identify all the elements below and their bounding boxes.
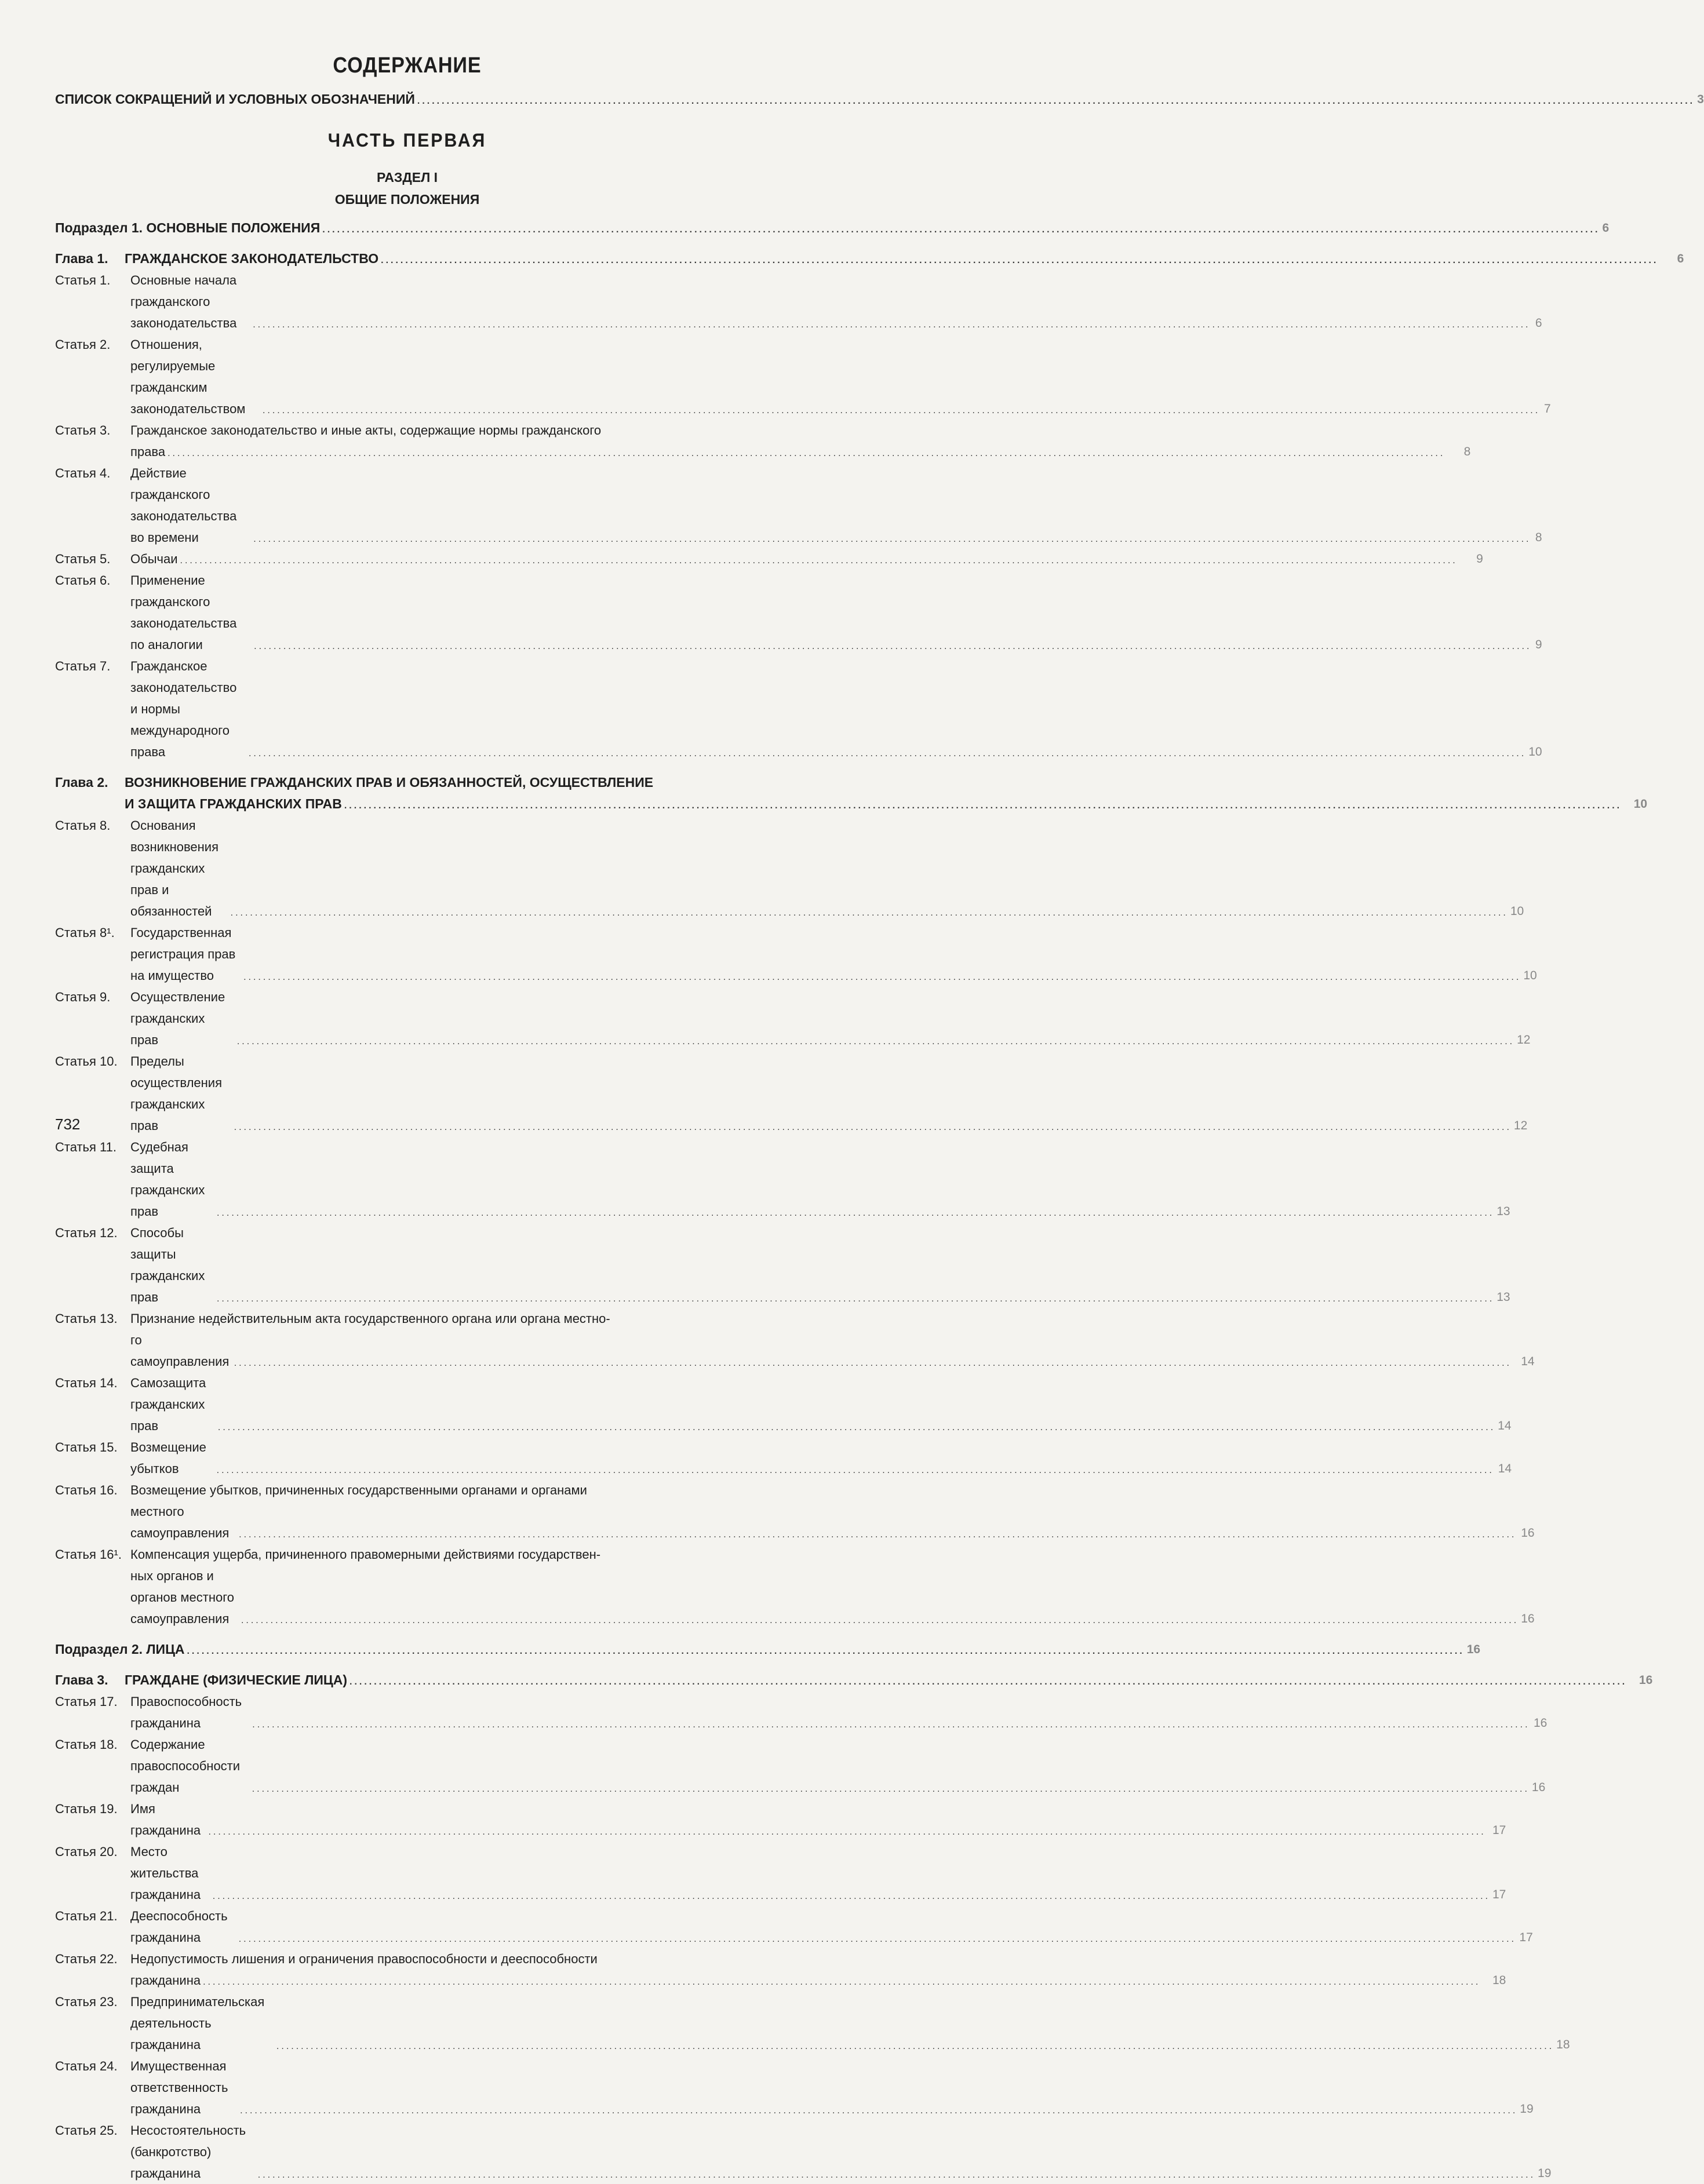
page-number: 14 (1521, 1355, 1535, 1368)
leader-dots (258, 2167, 1535, 2184)
leader-dots (180, 552, 1458, 570)
page-number: 9 (1535, 638, 1542, 651)
toc-entry-article: Статья 22. Недопустимость лишения и ограничения правоспособности и дееспособности гражданина ..... 18 (55, 1948, 701, 1991)
toc-entry-subsection-2: Подраздел 2. ЛИЦА ..... 16 (55, 1639, 701, 1660)
leader-dots (217, 1462, 1494, 1479)
page-number: 19 (1538, 2167, 1552, 2180)
toc-entry-article: Статья 15. Возмещение убытков ..... 14 (55, 1436, 701, 1479)
footer-page-number: 732 (55, 1115, 81, 1133)
page-number: 8 (1535, 531, 1542, 544)
leader-dots (231, 905, 1508, 922)
leader-dots (217, 1205, 1494, 1222)
page-number: 3 (1697, 93, 1704, 106)
leader-dots (168, 445, 1445, 462)
leader-dots (252, 1781, 1530, 1798)
toc-entry-chapter-1: Глава 1. ГРАЖДАНСКОЕ ЗАКОНОДАТЕЛЬСТВО ..... 6 (55, 248, 701, 269)
leader-dots (234, 1355, 1512, 1372)
toc-entry-article: Статья 11. Судебная защита гражданских прав ..... 13 (55, 1136, 701, 1222)
page-number: 10 (1633, 797, 1648, 811)
leader-dots (349, 1673, 1627, 1691)
toc (55, 53, 1704, 2184)
toc-entry-article: Статья 16¹. Компенсация ущерба, причиненного правомерными действиями государствен- ных органов и органов местного самоуправления ..... 16 (55, 1544, 701, 1629)
toc-entry-article: Статья 25. Несостоятельность (банкротство) гражданина ..... 19 (55, 2120, 701, 2184)
leader-dots (417, 93, 1695, 110)
leader-dots (218, 1419, 1495, 1436)
page-number: 10 (1510, 905, 1524, 918)
page-number: 7 (1543, 402, 1551, 415)
page-number: 17 (1519, 1931, 1533, 1944)
leader-dots (217, 1290, 1494, 1308)
toc-entry-article: Статья 9. Осуществление гражданских прав ..... 12 (55, 986, 701, 1051)
section-name: ОБЩИЕ ПОЛОЖЕНИЯ (334, 192, 480, 207)
leader-dots (241, 1612, 1519, 1629)
toc-entry-article: Статья 1. Основные начала гражданского законодательства ..... 6 (55, 269, 701, 334)
toc-entry-article: Статья 20. Место жительства гражданина ..... 17 (55, 1841, 701, 1905)
page-number: 16 (1531, 1781, 1546, 1794)
leader-dots (381, 252, 1658, 269)
leader-dots (249, 745, 1526, 763)
toc-entry-article: Статья 17. Правоспособность гражданина ..... 16 (55, 1691, 701, 1734)
part-title: ЧАСТЬ ПЕРВАЯ (327, 130, 487, 151)
toc-entry-article: Статья 19. Имя гражданина ..... 17 (55, 1798, 701, 1841)
page-number: 6 (1535, 316, 1542, 330)
toc-entry-article: Статья 7. Гражданское законодательство и нормы международного права ..... 10 (55, 655, 701, 763)
leader-dots (187, 1643, 1464, 1660)
page-number: 6 (1677, 252, 1684, 265)
page-title: СОДЕРЖАНИЕ (333, 53, 482, 78)
toc-entry-article: Статья 6. Применение гражданского законодательства по аналогии ..... 9 (55, 570, 701, 655)
toc-entry-article: Статья 23. Предпринимательская деятельность гражданина ..... 18 (55, 1991, 701, 2055)
toc-entry-article: Статья 24. Имущественная ответственность гражданина ..... 19 (55, 2055, 701, 2120)
page-number: 18 (1492, 1974, 1506, 1987)
toc-entry-article: Статья 21. Дееспособность гражданина ..... 17 (55, 1905, 701, 1948)
toc-entry-article: Статья 5. Обычаи ..... 9 (55, 548, 701, 570)
page-number: 8 (1463, 445, 1471, 458)
page-number: 18 (1556, 2038, 1570, 2051)
page-number: 13 (1497, 1290, 1510, 1304)
leader-dots (276, 2038, 1554, 2055)
leader-dots (213, 1888, 1490, 1905)
page-number: 12 (1513, 1119, 1528, 1132)
toc-entry-article: Статья 13. Признание недействительным акта государственного органа или органа местно- го самоуправления ..... 14 (55, 1308, 701, 1372)
page-number: 14 (1498, 1419, 1512, 1432)
page-number: 16 (1639, 1673, 1653, 1687)
page-number: 9 (1476, 552, 1483, 566)
toc-entry-article: Статья 10. Пределы осуществления гражданских прав ..... 12 (55, 1051, 701, 1136)
leader-dots (243, 969, 1521, 986)
leader-dots (253, 316, 1530, 334)
leader-dots (254, 638, 1531, 655)
toc-entry-article: Статья 8¹. Государственная регистрация прав на имущество ..... 10 (55, 922, 701, 986)
page-number: 14 (1498, 1462, 1512, 1475)
toc-entry-abbreviations: СПИСОК СОКРАЩЕНИЙ И УСЛОВНЫХ ОБОЗНАЧЕНИЙ ..... 3 (55, 89, 701, 110)
page-number: 16 (1466, 1643, 1481, 1656)
toc-entry-article: Статья 16. Возмещение убытков, причиненных государственными органами и органами местного самоуправления ..... 16 (55, 1479, 701, 1544)
page-number: 10 (1528, 745, 1542, 759)
leader-dots (252, 1716, 1530, 1734)
page-number: 10 (1523, 969, 1537, 982)
page-number: 16 (1521, 1612, 1535, 1625)
page-number: 12 (1517, 1033, 1531, 1047)
toc-entry-article: Статья 2. Отношения, регулируемые гражданским законодательством ..... 7 (55, 334, 701, 420)
page-number: 6 (1602, 221, 1610, 235)
page-number: 16 (1521, 1526, 1535, 1540)
page-number: 16 (1534, 1716, 1548, 1730)
toc-entry-subsection-1: Подраздел 1. ОСНОВНЫЕ ПОЛОЖЕНИЯ ..... 6 (55, 217, 701, 239)
leader-dots (240, 2102, 1517, 2120)
leader-dots (203, 1974, 1480, 1991)
leader-dots (253, 531, 1531, 548)
toc-entry-article: Статья 14. Самозащита гражданских прав ..... 14 (55, 1372, 701, 1436)
page-number: 17 (1492, 1824, 1506, 1837)
toc-entry-article: Статья 18. Содержание правоспособности граждан ..... 16 (55, 1734, 701, 1798)
leader-dots (208, 1824, 1485, 1841)
leader-dots (237, 1033, 1514, 1051)
page-number: 13 (1497, 1205, 1510, 1218)
leader-dots (234, 1119, 1512, 1136)
toc-entry-article: Статья 3. Гражданское законодательство и иные акты, содержащие нормы гражданского права ..... 8 (55, 420, 701, 462)
toc-entry-chapter-2: Глава 2. ВОЗНИКНОВЕНИЕ ГРАЖДАНСКИХ ПРАВ И ОБЯЗАННОСТЕЙ, ОСУЩЕСТВЛЕНИЕ И ЗАЩИТА ГРАЖДАНСКИХ ПРАВ ..... 10 (55, 772, 701, 815)
toc-entry-article: Статья 4. Действие гражданского законодательства во времени ..... 8 (55, 462, 701, 548)
toc-entry-article: Статья 8. Основания возникновения гражданских прав и обязанностей ..... 10 (55, 815, 701, 922)
leader-dots (322, 221, 1600, 239)
toc-entry-chapter-3: Глава 3. ГРАЖДАНЕ (ФИЗИЧЕСКИЕ ЛИЦА) ..... 16 (55, 1669, 701, 1691)
page-number: 17 (1492, 1888, 1506, 1901)
leader-dots (263, 402, 1540, 420)
toc-entry-article: Статья 12. Способы защиты гражданских прав ..... 13 (55, 1222, 701, 1308)
leader-dots (344, 797, 1622, 815)
leader-dots (239, 1931, 1516, 1948)
page-number: 19 (1520, 2102, 1534, 2116)
leader-dots (239, 1526, 1516, 1544)
section-number: РАЗДЕЛ I (377, 170, 438, 185)
